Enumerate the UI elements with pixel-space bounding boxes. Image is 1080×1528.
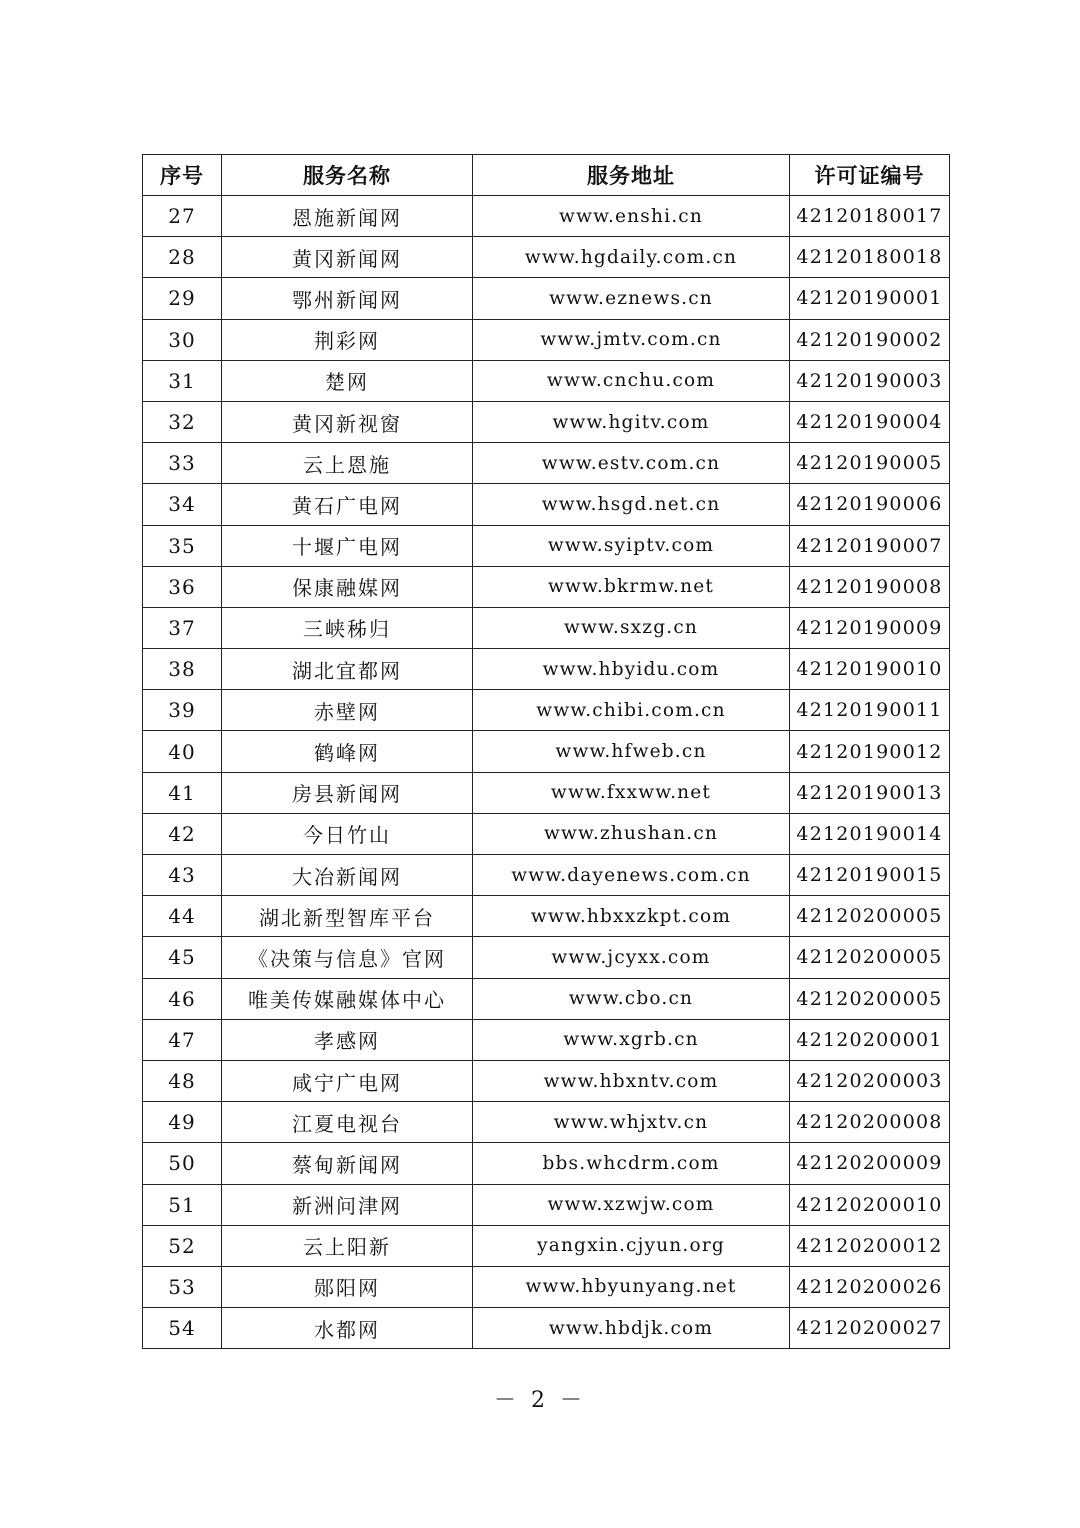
cell-service-name: 《决策与信息》官网 <box>222 937 473 978</box>
table-row <box>143 237 950 278</box>
table-row <box>143 401 950 442</box>
cell-service-address: www.dayenews.com.cn <box>473 855 790 896</box>
cell-service-name: 恩施新闻网 <box>222 196 473 237</box>
table-row <box>143 1266 950 1307</box>
cell-license-number: 42120200027 <box>790 1308 950 1349</box>
cell-license-number: 42120190014 <box>790 813 950 854</box>
cell-license-number: 42120190015 <box>790 855 950 896</box>
table-row <box>143 319 950 360</box>
cell-serial-number: 32 <box>143 401 222 442</box>
table-row <box>143 937 950 978</box>
cell-serial-number: 38 <box>143 649 222 690</box>
cell-service-address: yangxin.cjyun.org <box>473 1225 790 1266</box>
cell-service-name: 云上恩施 <box>222 443 473 484</box>
cell-license-number: 42120190006 <box>790 484 950 525</box>
table-body <box>143 196 950 1349</box>
cell-service-address: www.bkrmw.net <box>473 566 790 607</box>
header-service-address: 服务地址 <box>473 155 790 196</box>
cell-license-number: 42120190011 <box>790 690 950 731</box>
cell-service-address: www.hbdjk.com <box>473 1308 790 1349</box>
cell-license-number: 42120200005 <box>790 896 950 937</box>
cell-service-address: www.hbyunyang.net <box>473 1266 790 1307</box>
cell-serial-number: 27 <box>143 196 222 237</box>
cell-service-address: www.hbxxzkpt.com <box>473 896 790 937</box>
cell-license-number: 42120190013 <box>790 772 950 813</box>
cell-license-number: 42120190010 <box>790 649 950 690</box>
cell-license-number: 42120190002 <box>790 319 950 360</box>
table-row <box>143 855 950 896</box>
cell-license-number: 42120200026 <box>790 1266 950 1307</box>
table-row <box>143 484 950 525</box>
cell-service-name: 三峡秭归 <box>222 607 473 648</box>
cell-service-name: 咸宁广电网 <box>222 1060 473 1101</box>
cell-serial-number: 33 <box>143 443 222 484</box>
cell-service-address: www.fxxww.net <box>473 772 790 813</box>
cell-service-name: 黄石广电网 <box>222 484 473 525</box>
cell-serial-number: 47 <box>143 1019 222 1060</box>
cell-service-address: www.jmtv.com.cn <box>473 319 790 360</box>
cell-service-address: www.hgdaily.com.cn <box>473 237 790 278</box>
cell-serial-number: 28 <box>143 237 222 278</box>
cell-service-name: 保康融媒网 <box>222 566 473 607</box>
cell-service-address: www.eznews.cn <box>473 278 790 319</box>
table-row <box>143 1308 950 1349</box>
table-row <box>143 731 950 772</box>
table-row <box>143 978 950 1019</box>
cell-service-address: www.hgitv.com <box>473 401 790 442</box>
header-serial-number: 序号 <box>143 155 222 196</box>
cell-serial-number: 46 <box>143 978 222 1019</box>
cell-service-name: 水都网 <box>222 1308 473 1349</box>
cell-license-number: 42120190005 <box>790 443 950 484</box>
cell-license-number: 42120190008 <box>790 566 950 607</box>
cell-service-name: 湖北宜都网 <box>222 649 473 690</box>
table-row <box>143 1060 950 1101</box>
table-row <box>143 896 950 937</box>
cell-service-name: 郧阳网 <box>222 1266 473 1307</box>
cell-serial-number: 40 <box>143 731 222 772</box>
cell-serial-number: 39 <box>143 690 222 731</box>
table-row <box>143 360 950 401</box>
cell-service-name: 赤壁网 <box>222 690 473 731</box>
table-row <box>143 649 950 690</box>
cell-license-number: 42120200010 <box>790 1184 950 1225</box>
cell-serial-number: 50 <box>143 1143 222 1184</box>
cell-license-number: 42120190007 <box>790 525 950 566</box>
cell-license-number: 42120190004 <box>790 401 950 442</box>
cell-serial-number: 41 <box>143 772 222 813</box>
cell-license-number: 42120190003 <box>790 360 950 401</box>
table-row <box>143 607 950 648</box>
cell-serial-number: 43 <box>143 855 222 896</box>
cell-license-number: 42120200009 <box>790 1143 950 1184</box>
table-row <box>143 1102 950 1143</box>
table-row <box>143 566 950 607</box>
cell-service-address: www.jcyxx.com <box>473 937 790 978</box>
cell-license-number: 42120180018 <box>790 237 950 278</box>
cell-serial-number: 54 <box>143 1308 222 1349</box>
cell-service-name: 湖北新型智库平台 <box>222 896 473 937</box>
table-header-row <box>143 155 950 196</box>
page-number: － 2 － <box>494 1388 586 1413</box>
cell-serial-number: 37 <box>143 607 222 648</box>
cell-serial-number: 36 <box>143 566 222 607</box>
table-row <box>143 278 950 319</box>
table-row <box>143 772 950 813</box>
cell-service-address: www.enshi.cn <box>473 196 790 237</box>
cell-service-address: www.hbyidu.com <box>473 649 790 690</box>
cell-serial-number: 30 <box>143 319 222 360</box>
cell-license-number: 42120200008 <box>790 1102 950 1143</box>
cell-service-address: bbs.whcdrm.com <box>473 1143 790 1184</box>
cell-service-name: 蔡甸新闻网 <box>222 1143 473 1184</box>
table-row <box>143 1225 950 1266</box>
cell-service-address: www.hbxntv.com <box>473 1060 790 1101</box>
cell-service-name: 楚网 <box>222 360 473 401</box>
cell-license-number: 42120200005 <box>790 978 950 1019</box>
cell-service-address: www.xgrb.cn <box>473 1019 790 1060</box>
cell-service-name: 新洲问津网 <box>222 1184 473 1225</box>
cell-serial-number: 42 <box>143 813 222 854</box>
cell-serial-number: 49 <box>143 1102 222 1143</box>
cell-service-address: www.hsgd.net.cn <box>473 484 790 525</box>
cell-serial-number: 31 <box>143 360 222 401</box>
cell-service-address: www.estv.com.cn <box>473 443 790 484</box>
cell-serial-number: 29 <box>143 278 222 319</box>
cell-service-name: 房县新闻网 <box>222 772 473 813</box>
license-table <box>142 154 950 1349</box>
table-row <box>143 1184 950 1225</box>
cell-license-number: 42120200005 <box>790 937 950 978</box>
header-license-number: 许可证编号 <box>790 155 950 196</box>
cell-service-name: 黄冈新闻网 <box>222 237 473 278</box>
cell-serial-number: 35 <box>143 525 222 566</box>
cell-service-address: www.cbo.cn <box>473 978 790 1019</box>
cell-service-name: 唯美传媒融媒体中心 <box>222 978 473 1019</box>
cell-service-address: www.chibi.com.cn <box>473 690 790 731</box>
cell-service-name: 鄂州新闻网 <box>222 278 473 319</box>
cell-license-number: 42120190012 <box>790 731 950 772</box>
cell-license-number: 42120200001 <box>790 1019 950 1060</box>
cell-serial-number: 48 <box>143 1060 222 1101</box>
cell-service-name: 孝感网 <box>222 1019 473 1060</box>
cell-service-name: 大冶新闻网 <box>222 855 473 896</box>
cell-serial-number: 52 <box>143 1225 222 1266</box>
cell-service-address: www.zhushan.cn <box>473 813 790 854</box>
table-row <box>143 196 950 237</box>
header-service-name: 服务名称 <box>222 155 473 196</box>
cell-service-name: 云上阳新 <box>222 1225 473 1266</box>
cell-service-address: www.syiptv.com <box>473 525 790 566</box>
cell-license-number: 42120200003 <box>790 1060 950 1101</box>
cell-serial-number: 53 <box>143 1266 222 1307</box>
cell-service-address: www.sxzg.cn <box>473 607 790 648</box>
cell-service-name: 鹤峰网 <box>222 731 473 772</box>
table-row <box>143 1143 950 1184</box>
cell-serial-number: 44 <box>143 896 222 937</box>
cell-license-number: 42120180017 <box>790 196 950 237</box>
table-row <box>143 443 950 484</box>
table-row <box>143 813 950 854</box>
table-row <box>143 690 950 731</box>
cell-service-name: 今日竹山 <box>222 813 473 854</box>
cell-service-name: 荆彩网 <box>222 319 473 360</box>
cell-service-name: 江夏电视台 <box>222 1102 473 1143</box>
cell-license-number: 42120190001 <box>790 278 950 319</box>
cell-service-address: www.hfweb.cn <box>473 731 790 772</box>
cell-service-address: www.cnchu.com <box>473 360 790 401</box>
cell-serial-number: 51 <box>143 1184 222 1225</box>
cell-service-address: www.whjxtv.cn <box>473 1102 790 1143</box>
cell-service-name: 黄冈新视窗 <box>222 401 473 442</box>
cell-service-address: www.xzwjw.com <box>473 1184 790 1225</box>
cell-license-number: 42120190009 <box>790 607 950 648</box>
table-row <box>143 1019 950 1060</box>
cell-serial-number: 45 <box>143 937 222 978</box>
cell-serial-number: 34 <box>143 484 222 525</box>
cell-service-name: 十堰广电网 <box>222 525 473 566</box>
cell-license-number: 42120200012 <box>790 1225 950 1266</box>
table-row <box>143 525 950 566</box>
